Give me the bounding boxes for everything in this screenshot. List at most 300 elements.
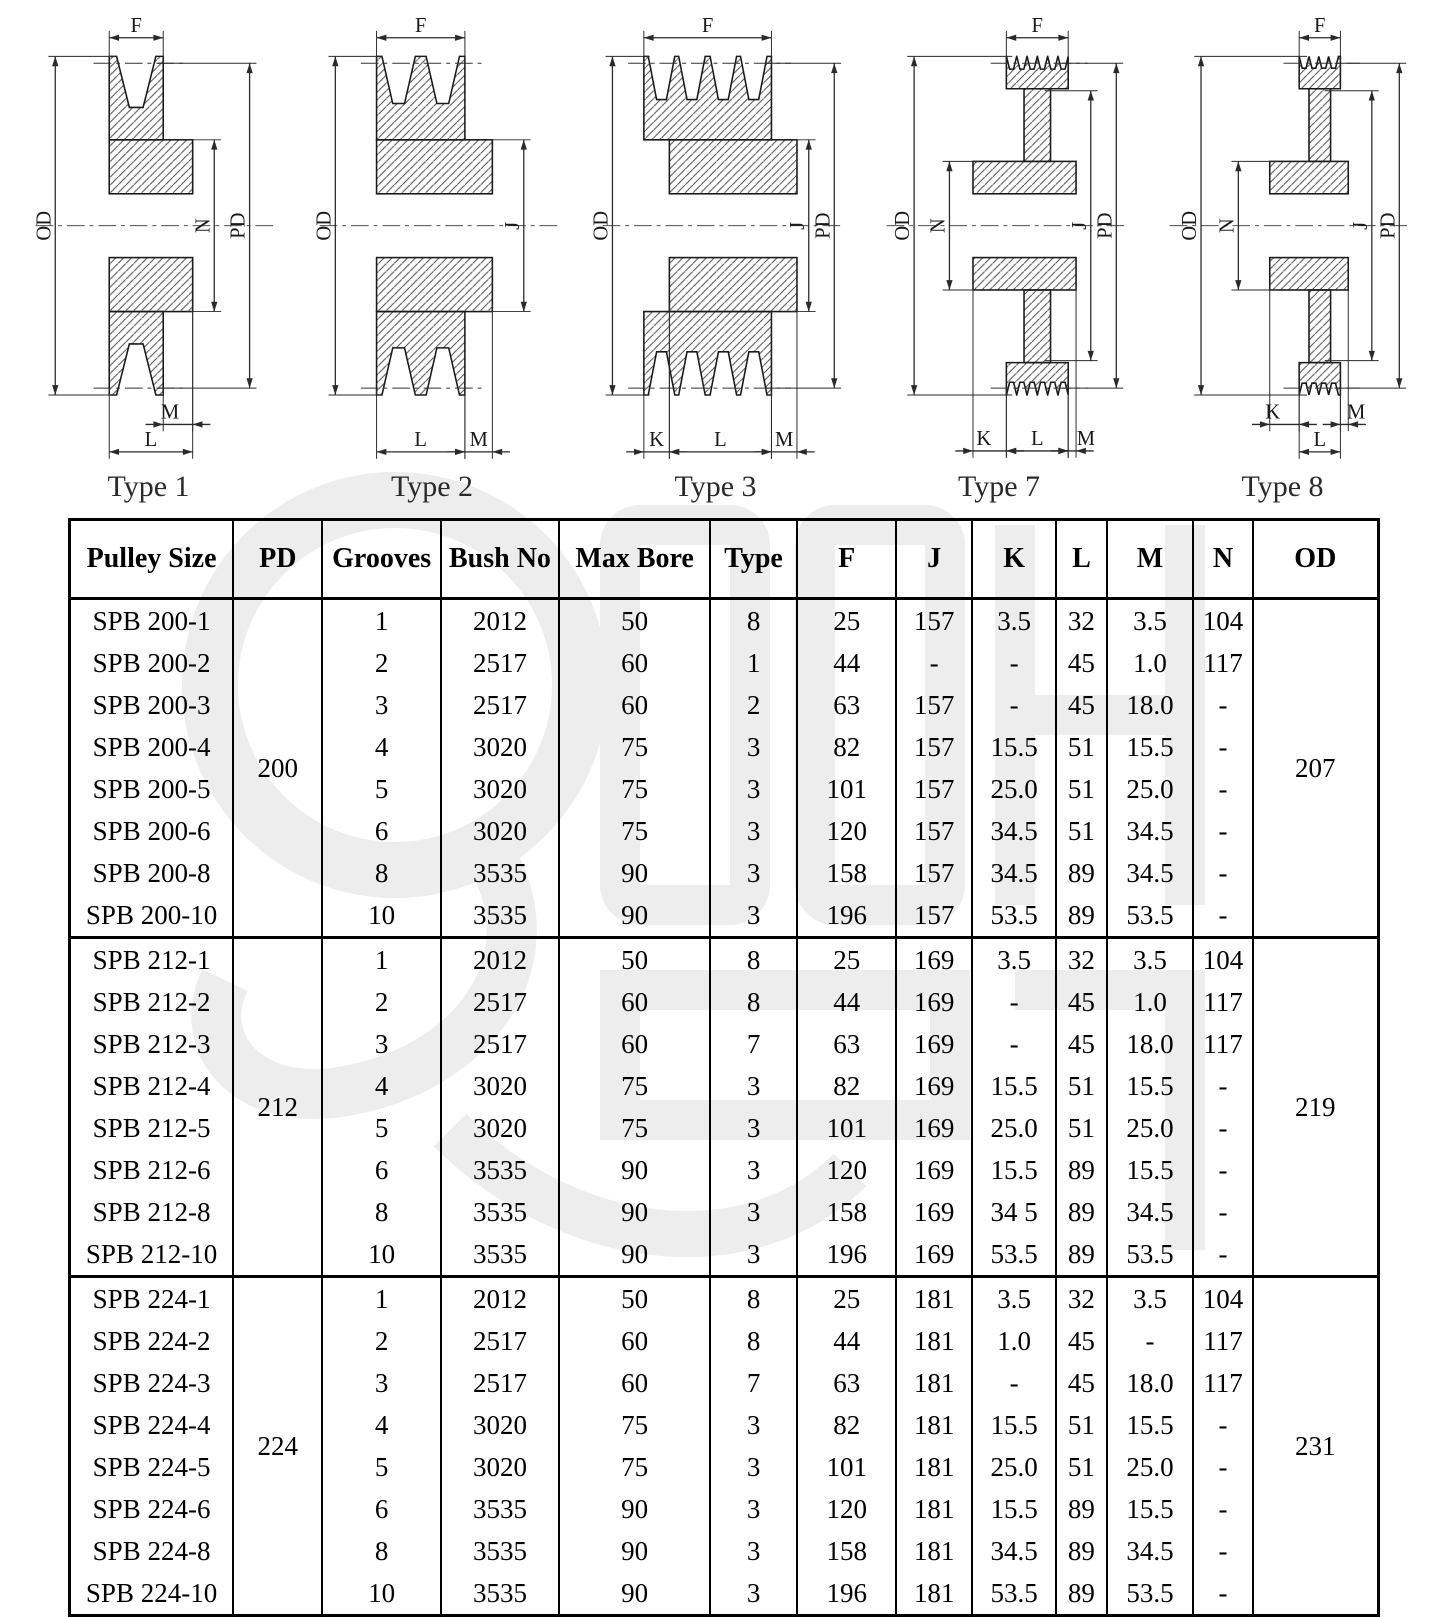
dim-label-K: K [975,428,991,451]
cell-m: 34.5 [1107,1191,1194,1233]
cell-bush-no: 3020 [441,726,559,768]
cell-pulley-size: SPB 224-2 [70,1320,234,1362]
cell-m: 15.5 [1107,1488,1194,1530]
diagram-drawing [583,8,848,463]
cell-f: 25 [797,1277,896,1321]
cell-l: 89 [1056,1149,1106,1191]
cell-n: - [1193,1488,1252,1530]
cell-f: 63 [797,684,896,726]
cell-type: 3 [710,1191,797,1233]
diagram-drawing [1150,8,1415,463]
cell-grooves: 2 [322,642,440,684]
cell-m: 53.5 [1107,1233,1194,1277]
cell-k: 15.5 [972,1149,1056,1191]
cell-j: 157 [896,852,972,894]
cell-j: 169 [896,1107,972,1149]
dim-label-N: N [1216,218,1239,234]
cell-l: 51 [1056,726,1106,768]
column-header-f: F [797,520,896,599]
cell-k: 25.0 [972,1107,1056,1149]
cell-pulley-size: SPB 200-2 [70,642,234,684]
cell-n: - [1193,1065,1252,1107]
cell-max-bore: 60 [559,1320,710,1362]
cell-f: 101 [797,1107,896,1149]
cell-j: 181 [896,1320,972,1362]
dim-label-L: L [413,429,427,452]
cell-pulley-size: SPB 200-4 [70,726,234,768]
cell-type: 7 [710,1362,797,1404]
cell-pulley-size: SPB 200-3 [70,684,234,726]
cell-j: 157 [896,768,972,810]
dim-label-J: J [786,221,809,230]
cell-f: 82 [797,1404,896,1446]
cell-j: 181 [896,1404,972,1446]
cell-k: 34 5 [972,1191,1056,1233]
table-row [70,1277,1379,1321]
dim-label-M: M [775,429,794,452]
cell-bush-no: 2517 [441,1023,559,1065]
dim-label-K: K [1265,401,1281,424]
cell-type: 3 [710,894,797,938]
cell-m: 15.5 [1107,726,1194,768]
cell-max-bore: 50 [559,938,710,982]
cell-m: 25.0 [1107,768,1194,810]
cell-f: 196 [797,894,896,938]
cell-k: - [972,684,1056,726]
cell-k: - [972,1362,1056,1404]
diagram-drawing [16,8,281,463]
cell-bush-no: 2012 [441,938,559,982]
cell-f: 101 [797,1446,896,1488]
cell-f: 158 [797,1530,896,1572]
cell-m: 1.0 [1107,642,1194,684]
cell-type: 3 [710,768,797,810]
cell-k: 34.5 [972,852,1056,894]
cell-k: - [972,1023,1056,1065]
dim-label-OD: OD [33,210,56,241]
cell-f: 196 [797,1572,896,1616]
cell-f: 101 [797,768,896,810]
cell-type: 8 [710,599,797,643]
cell-type: 3 [710,1446,797,1488]
cell-m: 1.0 [1107,981,1194,1023]
cell-bush-no: 3020 [441,768,559,810]
diagram-caption: Type 8 [1241,470,1324,503]
cell-pulley-size: SPB 212-10 [70,1233,234,1277]
cell-grooves: 5 [322,1107,440,1149]
cell-m: 15.5 [1107,1404,1194,1446]
cell-f: 44 [797,981,896,1023]
cell-type: 3 [710,1572,797,1616]
cell-bush-no: 2517 [441,642,559,684]
cell-pulley-size: SPB 200-5 [70,768,234,810]
column-header-pd: PD [233,520,322,599]
cell-grooves: 8 [322,1191,440,1233]
cell-max-bore: 90 [559,894,710,938]
cell-l: 51 [1056,1065,1106,1107]
cell-n: 104 [1193,599,1252,643]
cell-f: 44 [797,642,896,684]
cell-j: 157 [896,684,972,726]
cell-max-bore: 75 [559,1404,710,1446]
cell-bush-no: 2012 [441,599,559,643]
cell-l: 32 [1056,938,1106,982]
cell-pulley-size: SPB 224-8 [70,1530,234,1572]
cell-j: 181 [896,1530,972,1572]
cell-max-bore: 90 [559,1191,710,1233]
cell-m: 15.5 [1107,1149,1194,1191]
dim-label-J: J [1349,221,1372,230]
cell-max-bore: 75 [559,1065,710,1107]
dim-label-F: F [1314,14,1326,37]
cell-n: - [1193,1404,1252,1446]
cell-l: 45 [1056,1362,1106,1404]
cell-f: 82 [797,1065,896,1107]
cell-f: 25 [797,938,896,982]
cell-max-bore: 90 [559,1149,710,1191]
cell-max-bore: 75 [559,1107,710,1149]
cell-type: 3 [710,726,797,768]
cell-j: 169 [896,1191,972,1233]
column-header-m: M [1107,520,1194,599]
dim-label-K: K [649,429,665,452]
cell-pulley-size: SPB 200-10 [70,894,234,938]
cell-k: 15.5 [972,726,1056,768]
pulley-diagram-type-1 [16,8,281,504]
cell-pulley-size: SPB 224-10 [70,1572,234,1616]
cell-type: 8 [710,938,797,982]
cell-l: 51 [1056,768,1106,810]
cell-k: 15.5 [972,1488,1056,1530]
cell-f: 196 [797,1233,896,1277]
cell-grooves: 4 [322,726,440,768]
pulley-type-diagrams-row [0,0,1443,504]
cell-bush-no: 2517 [441,1362,559,1404]
cell-pulley-size: SPB 224-3 [70,1362,234,1404]
column-header-j: J [896,520,972,599]
cell-type: 1 [710,642,797,684]
diagram-caption: Type 7 [957,470,1041,503]
cell-bush-no: 2517 [441,684,559,726]
cell-k: 34.5 [972,1530,1056,1572]
dim-label-F: F [1031,14,1043,37]
cell-n: - [1193,768,1252,810]
cell-bush-no: 3020 [441,1107,559,1149]
cell-pd: 224 [233,1277,322,1616]
cell-n: - [1193,1233,1252,1277]
cell-type: 8 [710,1277,797,1321]
pulley-diagram-type-2 [300,8,565,504]
cell-k: - [972,981,1056,1023]
cell-type: 3 [710,852,797,894]
column-header-max-bore: Max Bore [559,520,710,599]
cell-bush-no: 3020 [441,810,559,852]
cell-max-bore: 90 [559,852,710,894]
cell-k: 15.5 [972,1404,1056,1446]
cell-pd: 200 [233,599,322,938]
cell-k: - [972,642,1056,684]
cell-l: 45 [1056,684,1106,726]
cell-type: 3 [710,1149,797,1191]
cell-type: 7 [710,1023,797,1065]
dim-label-L: L [714,429,727,452]
cell-bush-no: 3535 [441,1149,559,1191]
cell-max-bore: 90 [559,1233,710,1277]
cell-grooves: 5 [322,768,440,810]
cell-od: 207 [1253,599,1379,938]
cell-l: 32 [1056,1277,1106,1321]
cell-l: 51 [1056,810,1106,852]
cell-m: 18.0 [1107,1023,1194,1065]
cell-n: - [1193,1530,1252,1572]
cell-max-bore: 60 [559,1023,710,1065]
dim-label-F: F [130,14,142,37]
cell-grooves: 2 [322,1320,440,1362]
diagram-drawing [300,8,565,463]
dim-label-PD: PD [227,212,250,239]
cell-f: 25 [797,599,896,643]
cell-l: 51 [1056,1446,1106,1488]
cell-bush-no: 3020 [441,1404,559,1446]
cell-grooves: 1 [322,938,440,982]
cell-max-bore: 75 [559,1446,710,1488]
cell-k: 3.5 [972,1277,1056,1321]
cell-grooves: 8 [322,1530,440,1572]
cell-max-bore: 50 [559,1277,710,1321]
cell-l: 89 [1056,1530,1106,1572]
cell-k: 34.5 [972,810,1056,852]
cell-f: 158 [797,852,896,894]
cell-max-bore: 75 [559,810,710,852]
cell-l: 89 [1056,852,1106,894]
cell-pulley-size: SPB 212-6 [70,1149,234,1191]
dim-label-L: L [144,429,158,452]
dim-label-F: F [414,14,426,37]
cell-j: 157 [896,726,972,768]
cell-k: 1.0 [972,1320,1056,1362]
cell-n: 117 [1193,1362,1252,1404]
column-header-grooves: Grooves [322,520,440,599]
cell-l: 45 [1056,642,1106,684]
cell-l: 89 [1056,1191,1106,1233]
cell-f: 120 [797,1149,896,1191]
dim-label-PD: PD [1093,212,1116,239]
cell-f: 120 [797,810,896,852]
cell-j: 181 [896,1446,972,1488]
cell-max-bore: 75 [559,768,710,810]
cell-grooves: 1 [322,1277,440,1321]
column-header-type: Type [710,520,797,599]
cell-n: - [1193,894,1252,938]
table-row [70,938,1379,982]
dim-label-M: M [1346,401,1366,424]
cell-bush-no: 2517 [441,1320,559,1362]
cell-n: - [1193,1572,1252,1616]
cell-k: 15.5 [972,1065,1056,1107]
cell-m: 25.0 [1107,1446,1194,1488]
cell-k: 53.5 [972,1572,1056,1616]
cell-type: 8 [710,981,797,1023]
cell-l: 45 [1056,1023,1106,1065]
cell-j: 169 [896,1023,972,1065]
cell-l: 51 [1056,1107,1106,1149]
cell-m: 53.5 [1107,1572,1194,1616]
cell-n: 117 [1193,1320,1252,1362]
cell-grooves: 4 [322,1404,440,1446]
diagram-caption: Type 1 [107,470,190,503]
cell-k: 3.5 [972,938,1056,982]
dim-label-J: J [1068,221,1091,230]
cell-pulley-size: SPB 224-4 [70,1404,234,1446]
cell-grooves: 2 [322,981,440,1023]
cell-bush-no: 3535 [441,1191,559,1233]
cell-j: 169 [896,981,972,1023]
cell-m: 3.5 [1107,599,1194,643]
cell-j: 181 [896,1277,972,1321]
dim-label-PD: PD [812,212,835,239]
cell-n: - [1193,810,1252,852]
pulley-diagram-type-7 [867,8,1132,504]
column-header-pulley-size: Pulley Size [70,520,234,599]
cell-f: 158 [797,1191,896,1233]
cell-pulley-size: SPB 212-4 [70,1065,234,1107]
cell-f: 44 [797,1320,896,1362]
cell-type: 3 [710,1404,797,1446]
cell-n: - [1193,726,1252,768]
cell-m: 34.5 [1107,810,1194,852]
cell-pulley-size: SPB 212-8 [70,1191,234,1233]
dim-label-OD: OD [891,210,914,241]
cell-l: 45 [1056,981,1106,1023]
cell-l: 32 [1056,599,1106,643]
cell-j: 169 [896,1149,972,1191]
cell-m: 3.5 [1107,1277,1194,1321]
cell-k: 53.5 [972,1233,1056,1277]
cell-max-bore: 60 [559,642,710,684]
pulley-diagram-type-8 [1150,8,1415,504]
cell-type: 3 [710,1488,797,1530]
cell-m: 34.5 [1107,852,1194,894]
dim-label-F: F [701,14,714,37]
cell-od: 219 [1253,938,1379,1277]
column-header-od: OD [1253,520,1379,599]
cell-n: - [1193,852,1252,894]
cell-bush-no: 3535 [441,1530,559,1572]
cell-type: 3 [710,1065,797,1107]
cell-n: - [1193,1446,1252,1488]
cell-j: 181 [896,1362,972,1404]
column-header-k: K [972,520,1056,599]
cell-max-bore: 60 [559,684,710,726]
cell-max-bore: 75 [559,726,710,768]
table-row [70,599,1379,643]
cell-l: 51 [1056,1404,1106,1446]
diagram-caption: Type 3 [674,470,757,503]
cell-m: 15.5 [1107,1065,1194,1107]
cell-f: 63 [797,1362,896,1404]
cell-k: 3.5 [972,599,1056,643]
cell-pulley-size: SPB 200-1 [70,599,234,643]
cell-l: 89 [1056,1233,1106,1277]
cell-m: 3.5 [1107,938,1194,982]
dim-label-OD: OD [312,210,335,241]
diagram-drawing [867,8,1132,463]
cell-j: 157 [896,894,972,938]
cell-max-bore: 90 [559,1488,710,1530]
cell-n: 117 [1193,1023,1252,1065]
cell-n: 117 [1193,642,1252,684]
cell-grooves: 3 [322,1362,440,1404]
cell-type: 8 [710,1320,797,1362]
cell-pulley-size: SPB 200-8 [70,852,234,894]
cell-n: - [1193,1191,1252,1233]
cell-l: 45 [1056,1320,1106,1362]
cell-j: - [896,642,972,684]
cell-grooves: 6 [322,1488,440,1530]
cell-pulley-size: SPB 224-5 [70,1446,234,1488]
cell-n: 104 [1193,1277,1252,1321]
cell-grooves: 3 [322,1023,440,1065]
cell-max-bore: 60 [559,1362,710,1404]
cell-f: 63 [797,1023,896,1065]
cell-m: 18.0 [1107,684,1194,726]
cell-pulley-size: SPB 212-5 [70,1107,234,1149]
cell-pulley-size: SPB 200-6 [70,810,234,852]
cell-pulley-size: SPB 224-6 [70,1488,234,1530]
cell-type: 3 [710,1233,797,1277]
cell-pulley-size: SPB 224-1 [70,1277,234,1321]
cell-n: - [1193,684,1252,726]
cell-grooves: 10 [322,894,440,938]
dim-label-L: L [1313,429,1327,452]
cell-pulley-size: SPB 212-3 [70,1023,234,1065]
dim-label-OD: OD [1179,210,1202,241]
cell-j: 181 [896,1488,972,1530]
column-header-l: L [1056,520,1106,599]
pulley-diagram-type-3 [583,8,848,504]
column-header-n: N [1193,520,1252,599]
cell-j: 157 [896,599,972,643]
column-header-bush-no: Bush No [441,520,559,599]
pulley-spec-table [68,518,1380,1617]
cell-m: 25.0 [1107,1107,1194,1149]
cell-n: 117 [1193,981,1252,1023]
cell-grooves: 3 [322,684,440,726]
cell-j: 181 [896,1572,972,1616]
cell-grooves: 10 [322,1572,440,1616]
cell-bush-no: 3535 [441,1233,559,1277]
cell-j: 157 [896,810,972,852]
cell-j: 169 [896,1065,972,1107]
cell-k: 25.0 [972,768,1056,810]
cell-bush-no: 3535 [441,1488,559,1530]
cell-grooves: 8 [322,852,440,894]
cell-k: 53.5 [972,894,1056,938]
cell-pulley-size: SPB 212-2 [70,981,234,1023]
dim-label-M: M [160,401,180,424]
cell-l: 89 [1056,894,1106,938]
cell-j: 169 [896,1233,972,1277]
cell-pulley-size: SPB 212-1 [70,938,234,982]
cell-max-bore: 90 [559,1530,710,1572]
cell-bush-no: 3535 [441,894,559,938]
cell-max-bore: 50 [559,599,710,643]
cell-f: 82 [797,726,896,768]
cell-n: - [1193,1149,1252,1191]
dim-label-M: M [468,429,488,452]
cell-bush-no: 3020 [441,1446,559,1488]
dim-label-M: M [1076,428,1095,451]
